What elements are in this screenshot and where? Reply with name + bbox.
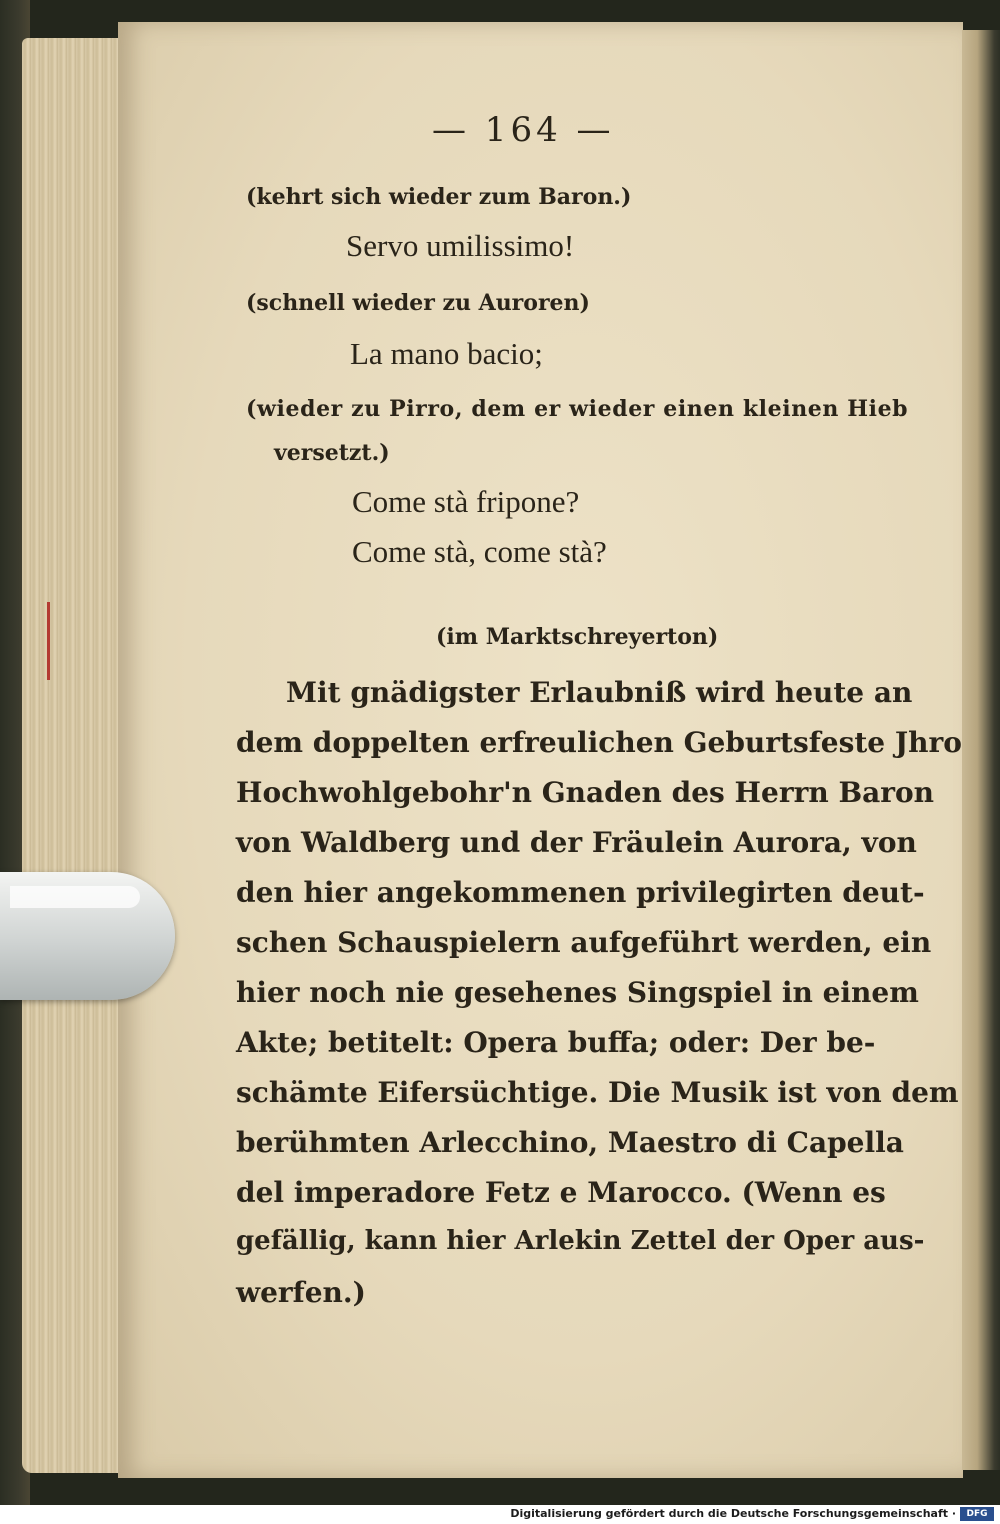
body-line: den hier angekommenen privilegirten deut- [236, 876, 925, 909]
italian-line: Come stà fripone? [352, 484, 580, 519]
stage-direction: versetzt.) [274, 440, 390, 466]
italian-line: La mano bacio; [350, 336, 543, 371]
body-line: Akte; betitelt: Opera buffa; oder: Der be- [236, 1026, 876, 1059]
right-page-edge [962, 30, 1000, 1470]
body-line: schämte Eifersüchtige. Die Musik ist von dem [236, 1076, 959, 1109]
body-line: gefällig, kann hier Arlekin Zettel der Oper aus- [236, 1226, 925, 1256]
italian-line: Come stà, come stà? [352, 534, 607, 569]
body-line: Hochwohlgebohr'n Gnaden des Herrn Baron [236, 776, 935, 809]
stage-direction: (im Marktschreyerton) [436, 624, 719, 650]
red-mark [47, 602, 50, 680]
body-line: berühmten Arlecchino, Maestro di Capella [236, 1126, 904, 1159]
body-line: werfen.) [236, 1276, 366, 1309]
page-number-header: — 164 — [432, 110, 615, 150]
dfg-logo: DFG [960, 1507, 994, 1521]
stage-direction: (wieder zu Pirro, dem er wieder einen kleinen Hieb [246, 396, 909, 422]
body-line: Mit gnädigster Erlaubniß wird heute an [286, 676, 913, 709]
body-line: hier noch nie gesehenes Singspiel in einem [236, 976, 919, 1009]
stage-direction: (kehrt sich wieder zum Baron.) [246, 184, 632, 210]
stage-direction: (schnell wieder zu Auroren) [246, 290, 590, 316]
italian-line: Servo umilissimo! [346, 228, 575, 263]
body-line: schen Schauspielern aufgeführt werden, ein [236, 926, 932, 959]
body-line: dem doppelten erfreulichen Geburtsfeste Jhro [236, 726, 962, 759]
funding-credit: Digitalisierung gefördert durch die Deutsche Forschungsgemeinschaft · [510, 1507, 956, 1520]
bookmark-clip-icon [0, 872, 175, 1000]
body-line: del imperadore Fetz e Marocco. (Wenn es [236, 1176, 886, 1209]
body-line: von Waldberg und der Fräulein Aurora, von [236, 826, 917, 859]
